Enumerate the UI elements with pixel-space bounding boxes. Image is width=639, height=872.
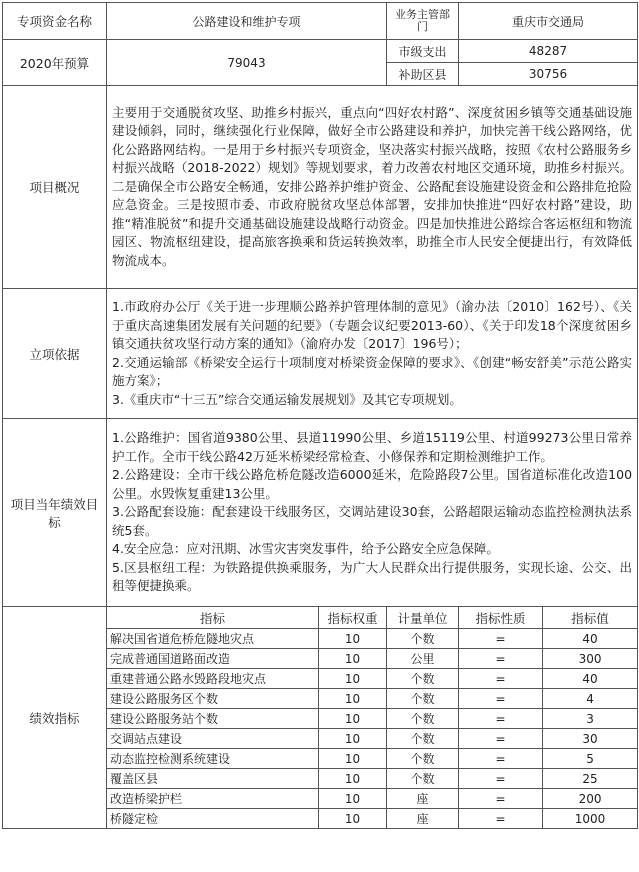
metric-nature: = [459, 769, 543, 789]
metric-nature: = [459, 689, 543, 709]
metric-value: 30 [543, 729, 638, 749]
metric-weight: 10 [319, 669, 387, 689]
metric-nature: = [459, 749, 543, 769]
metric-unit: 个数 [387, 709, 459, 729]
metric-indicator: 解决国省道危桥危隧地灾点 [107, 629, 319, 649]
dept-label: 业务主管部门 [387, 3, 459, 40]
metric-indicator: 完成普通国道路面改造 [107, 649, 319, 669]
metric-value: 40 [543, 669, 638, 689]
metric-weight: 10 [319, 809, 387, 829]
metric-indicator: 桥隧定检 [107, 809, 319, 829]
metric-value: 25 [543, 769, 638, 789]
metric-col-nature: 指标性质 [459, 607, 543, 629]
district-subsidy-value: 30756 [459, 63, 638, 86]
goal-item: 3.公路配套设施：配套建设干线服务区，交调站建设30套，公路超限运输动态监控检测执法系统5套。 [112, 504, 633, 538]
goals-text [107, 419, 638, 607]
fund-name-label: 专项资金名称 [3, 3, 107, 40]
metric-weight: 10 [319, 729, 387, 749]
budget-value: 79043 [107, 40, 387, 86]
metric-nature: = [459, 789, 543, 809]
goals-row [3, 419, 638, 607]
metric-indicator: 动态监控检测系统建设 [107, 749, 319, 769]
metric-weight: 10 [319, 629, 387, 649]
metric-nature: = [459, 669, 543, 689]
metric-col-value: 指标值 [543, 607, 638, 629]
fund-name-value: 公路建设和维护专项 [107, 3, 387, 40]
metric-indicator: 重建普通公路水毁路段地灾点 [107, 669, 319, 689]
metric-indicator: 交调站点建设 [107, 729, 319, 749]
metric-weight: 10 [319, 709, 387, 729]
fund-table [2, 2, 638, 829]
metric-unit: 公里 [387, 649, 459, 669]
metric-indicator: 建设公路服务站个数 [107, 709, 319, 729]
metric-weight: 10 [319, 689, 387, 709]
basis-text [107, 289, 638, 419]
basis-item: 1.市政府办公厅《关于进一步理顺公路养护管理体制的意见》（渝办法〔2010〕162号）、《关于重庆高速集团发展有关问题的纪要》（专题会议纪要2013-60）、《关于印发18个深度贫困乡镇交通扶贫攻坚行动方案的通知》（渝府办发〔2017〕196号）； [112, 299, 633, 351]
metric-unit: 座 [387, 789, 459, 809]
metric-nature: = [459, 729, 543, 749]
basis-label: 立项依据 [3, 289, 107, 419]
metric-unit: 个数 [387, 729, 459, 749]
basis-item: 3.《重庆市“十三五”综合交通运输发展规划》及其它专项规划。 [112, 391, 462, 407]
metric-nature: = [459, 709, 543, 729]
metric-col-unit: 计量单位 [387, 607, 459, 629]
metric-unit: 个数 [387, 689, 459, 709]
district-subsidy-label: 补助区县 [387, 63, 459, 86]
metric-value: 5 [543, 749, 638, 769]
header-row [3, 3, 638, 40]
metric-unit: 座 [387, 809, 459, 829]
metric-weight: 10 [319, 789, 387, 809]
metric-value: 1000 [543, 809, 638, 829]
goal-item: 4.安全应急：应对汛期、冰雪灾害突发事件，给予公路安全应急保障。 [112, 541, 499, 557]
overview-label: 项目概况 [3, 86, 107, 289]
metric-nature: = [459, 649, 543, 669]
goal-item: 5.区县枢纽工程：为铁路提供换乘服务，为广大人民群众出行提供服务，实现长途、公交、出租等便捷换乘。 [112, 559, 633, 594]
metric-nature: = [459, 629, 543, 649]
budget-row-1 [3, 40, 638, 63]
metric-indicator: 覆盖区县 [107, 769, 319, 789]
metric-indicator: 改造桥梁护栏 [107, 789, 319, 809]
goals-label: 项目当年绩效目标 [3, 419, 107, 607]
dept-value: 重庆市交通局 [459, 3, 638, 40]
metric-nature: = [459, 809, 543, 829]
metric-col-weight: 指标权重 [319, 607, 387, 629]
metric-value: 40 [543, 629, 638, 649]
budget-label: 2020年预算 [3, 40, 107, 86]
metric-unit: 个数 [387, 769, 459, 789]
goal-item: 2.公路建设：全市干线公路危桥危隧改造6000延米，危险路段7公里。国省道标准化改造100公里。水毁恢复重建13公里。 [112, 467, 633, 501]
metric-value: 4 [543, 689, 638, 709]
metric-col-indicator: 指标 [107, 607, 319, 629]
city-spend-label: 市级支出 [387, 40, 459, 63]
overview-text: 主要用于交通脱贫攻坚、助推乡村振兴，重点向“四好农村路”、深度贫困乡镇等交通基础设施建设倾斜，同时，继续强化行业保障，做好全市公路建设和养护，加快完善干线公路网络，优化公路路网结构。一是用于乡村振兴专项资金，坚决落实村振兴战略，按照《农村公路服务乡村振兴战略（2018-2022）规划》等规划要求，着力改善农村地区交通环境，助推乡村振兴。二是确保全市公路安全畅通，安排公路养护维护资金、公路配套设施建设资金和公路排危抢险应急资金。三是按照市委、市政府脱贫攻坚总体部署，安排加快推进“四好农村路”建设，助推“精准脱贫”和提升交通基础设施建设战略行动资金。四是加快推进公路综合客运枢纽和物流园区、物流枢纽建设，提高旅客换乘和货运转换效率，助推全市人民安全便捷出行，有效降低物流成本。 [107, 86, 638, 289]
city-spend-value: 48287 [459, 40, 638, 63]
metric-value: 200 [543, 789, 638, 809]
basis-row [3, 289, 638, 419]
metric-unit: 个数 [387, 629, 459, 649]
metric-unit: 个数 [387, 669, 459, 689]
overview-row [3, 86, 638, 289]
metric-weight: 10 [319, 649, 387, 669]
goal-item: 1.公路维护：国省道9380公里、县道11990公里、乡道15119公里、村道99273公里日常养护工作。全市干线公路42万延米桥梁经常检查、小修保养和定期检测维护工作。 [112, 430, 633, 464]
metric-value: 3 [543, 709, 638, 729]
metric-weight: 10 [319, 769, 387, 789]
metrics-header-row [3, 607, 638, 629]
metric-weight: 10 [319, 749, 387, 769]
metric-value: 300 [543, 649, 638, 669]
metrics-label: 绩效指标 [3, 607, 107, 829]
basis-item: 2.交通运输部《桥梁安全运行十项制度对桥梁资金保障的要求》、《创建“畅安舒美”示范公路实施方案》； [112, 354, 633, 388]
metric-indicator: 建设公路服务区个数 [107, 689, 319, 709]
metric-unit: 个数 [387, 749, 459, 769]
